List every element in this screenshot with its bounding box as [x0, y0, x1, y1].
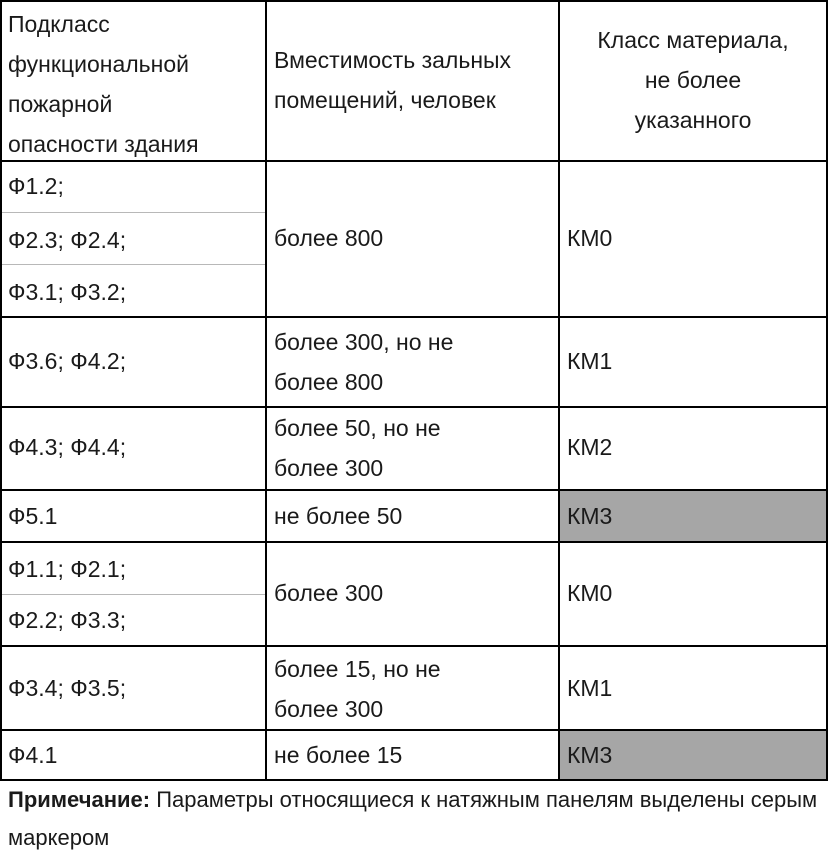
table-cell-capacity: более 50, но не	[274, 415, 441, 441]
table-border	[0, 0, 2, 781]
table-border	[0, 0, 828, 2]
note-label: Примечание:	[8, 787, 151, 812]
table-border	[265, 0, 267, 781]
sub-row-divider	[2, 212, 265, 213]
table-cell-class: Ф1.1; Ф2.1;	[8, 556, 127, 582]
table-cell-capacity: более 800	[274, 369, 384, 395]
table-cell-capacity: более 15, но не	[274, 656, 441, 682]
table-cell-material: КМ3	[567, 503, 613, 529]
header-line: помещений, человек	[274, 87, 496, 113]
table-cell-capacity: не более 15	[274, 742, 403, 768]
table-cell-material: КМ1	[567, 675, 613, 701]
table-cell-class: Ф1.2;	[8, 173, 64, 199]
table-cell-class: Ф2.3; Ф2.4;	[8, 227, 127, 253]
table-cell-class: Ф4.1	[8, 742, 58, 768]
table-cell-class: Ф3.4; Ф3.5;	[8, 675, 127, 701]
table-cell-capacity: более 300	[274, 455, 384, 481]
table-cell-capacity: более 300	[274, 696, 384, 722]
table-border	[0, 645, 828, 647]
header-line: опасности здания	[8, 131, 199, 157]
header-subclass	[8, 4, 199, 164]
table-cell-material: КМ0	[567, 580, 613, 606]
table-note	[8, 781, 828, 857]
table-border	[0, 489, 828, 491]
table-cell-capacity: более 300	[274, 580, 384, 606]
table-cell-material: КМ3	[567, 742, 613, 768]
table-cell-material: КМ0	[567, 225, 613, 251]
table-border	[0, 729, 828, 731]
table-border	[0, 541, 828, 543]
header-line: Подкласс	[8, 11, 110, 37]
header-line: функциональной	[8, 51, 189, 77]
table-cell-capacity: более 300, но не	[274, 329, 454, 355]
header-line: пожарной	[8, 91, 113, 117]
sub-row-divider	[2, 264, 265, 265]
table-cell-capacity: не более 50	[274, 503, 403, 529]
note-text: Параметры относящиеся к натяжным панелям выделены серым маркером	[8, 787, 818, 850]
table-cell-class: Ф3.6; Ф4.2;	[8, 348, 127, 374]
table-cell-material: КМ2	[567, 434, 613, 460]
header-line: Вместимость зальных	[274, 47, 512, 73]
header-material-class	[560, 20, 826, 140]
table-cell-class: Ф4.3; Ф4.4;	[8, 434, 127, 460]
table-cell-class: Ф5.1	[8, 503, 58, 529]
table-border	[0, 316, 828, 318]
sub-row-divider	[2, 594, 265, 595]
table-cell-material: КМ1	[567, 348, 613, 374]
table-border	[826, 0, 828, 781]
table-cell-capacity: более 800	[274, 225, 384, 251]
header-line: указанного	[634, 107, 752, 133]
header-line: не более	[644, 67, 742, 93]
header-capacity	[274, 40, 511, 120]
table-cell-class: Ф3.1; Ф3.2;	[8, 279, 127, 305]
table-cell-class: Ф2.2; Ф3.3;	[8, 607, 127, 633]
header-line: Класс материала,	[597, 27, 789, 53]
